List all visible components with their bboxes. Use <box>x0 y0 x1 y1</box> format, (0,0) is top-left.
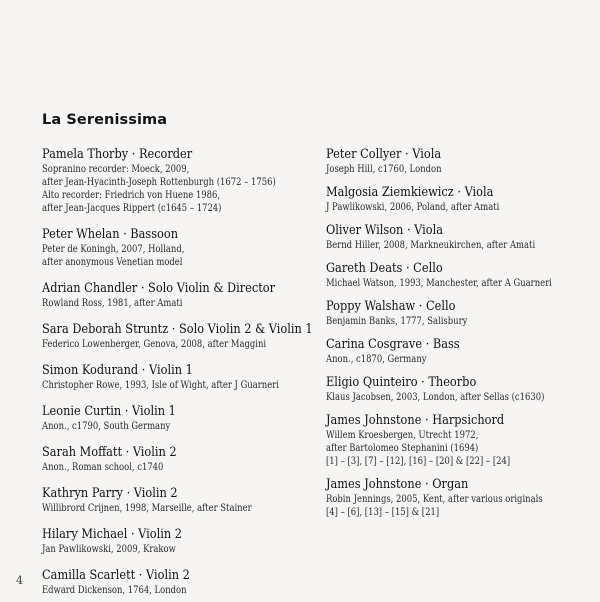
musician-name: Simon Kodurand · Violin 1 <box>42 363 193 378</box>
musician-name: James Johnstone · Harpsichord <box>326 413 505 428</box>
musician-entry <box>326 374 596 404</box>
musician-name: Oliver Wilson · Viola <box>326 223 444 238</box>
page-number: 4 <box>16 574 23 587</box>
track-list: [4] – [6], [13] – [15] & [21] <box>326 507 440 518</box>
musician-entry <box>42 280 314 310</box>
instrument-detail: Joseph Hill, c1760, London <box>326 164 442 175</box>
musician-name: Carina Cosgrave · Bass <box>326 337 460 352</box>
instrument-detail: Christopher Rowe, 1993, Isle of Wight, after J Guarneri <box>42 380 279 391</box>
musician-name: Sara Deborah Struntz · Solo Violin 2 & Violin 1 <box>42 322 313 337</box>
instrument-detail: Peter de Koningh, 2007, Holland, <box>42 244 185 255</box>
musician-entry <box>326 146 596 176</box>
instrument-detail: Rowland Ross, 1981, after Amati <box>42 298 183 309</box>
musician-name: Sarah Moffatt · Violin 2 <box>42 445 177 460</box>
musician-entry <box>326 260 596 290</box>
musician-entry <box>42 567 314 597</box>
musician-name: James Johnstone · Organ <box>326 477 469 492</box>
musician-entry <box>326 476 596 519</box>
instrument-detail: after anonymous Venetian model <box>42 257 183 268</box>
instrument-detail: Michael Watson, 1993, Manchester, after A Guarneri <box>326 278 552 289</box>
instrument-detail: J Pawlikowski, 2006, Poland, after Amati <box>326 202 500 213</box>
musician-entry <box>326 336 596 366</box>
instrument-detail: Klaus Jacobsen, 2003, London, after Sellas (c1630) <box>326 392 545 403</box>
musician-entry <box>42 321 314 351</box>
track-list: [1] – [3], [7] – [12], [16] – [20] & [22] – [24] <box>326 456 511 467</box>
musician-entry <box>42 362 314 392</box>
instrument-detail: Robin Jennings, 2005, Kent, after various originals <box>326 494 543 505</box>
musician-entry <box>42 403 314 433</box>
musician-name: Adrian Chandler · Solo Violin & Director <box>42 281 276 296</box>
musician-entry <box>326 298 596 328</box>
musician-name: Hilary Michael · Violin 2 <box>42 527 182 542</box>
musician-entry <box>326 412 596 468</box>
musician-name: Gareth Deats · Cello <box>326 261 443 276</box>
musician-name: Kathryn Parry · Violin 2 <box>42 486 178 501</box>
instrument-detail: Federico Lowenberger, Genova, 2008, after Maggini <box>42 339 267 350</box>
instrument-detail: after Bartolomeo Stephanini (1694) <box>326 443 479 454</box>
instrument-detail: Anon., Roman school, c1740 <box>42 462 164 473</box>
musician-entry <box>42 444 314 474</box>
instrument-detail: Benjamin Banks, 1777, Salisbury <box>326 316 468 327</box>
musician-name: Pamela Thorby · Recorder <box>42 147 193 162</box>
instrument-detail: Anon., c1870, Germany <box>326 354 427 365</box>
musician-entry <box>42 146 314 215</box>
musician-entry <box>326 184 596 214</box>
instrument-detail: after Jean-Hyacinth-Joseph Rottenburgh (1672 – 1756) <box>42 177 276 188</box>
page-heading: La Serenissima <box>42 112 168 128</box>
musician-name: Leonie Curtin · Violin 1 <box>42 404 176 419</box>
instrument-detail: Sopranino recorder: Moeck, 2009, <box>42 164 190 175</box>
instrument-detail: Edward Dickenson, 1764, London <box>42 585 187 596</box>
musician-entry <box>42 485 314 515</box>
instrument-detail: Alto recorder: Friedrich von Huene 1986, <box>42 190 221 201</box>
musician-entry <box>326 222 596 252</box>
musician-name: Peter Collyer · Viola <box>326 147 442 162</box>
musician-name: Poppy Walshaw · Cello <box>326 299 456 314</box>
instrument-detail: Jan Pawlikowski, 2009, Krakow <box>42 544 176 555</box>
left-column <box>42 146 314 597</box>
instrument-detail: Anon., c1790, South Germany <box>42 421 171 432</box>
musician-entry <box>42 526 314 556</box>
musician-entry <box>42 226 314 269</box>
musician-name: Peter Whelan · Bassoon <box>42 227 179 242</box>
musician-name: Eligio Quinteiro · Theorbo <box>326 375 477 390</box>
right-column <box>326 146 596 519</box>
instrument-detail: Bernd Hiller, 2008, Markneukirchen, after Amati <box>326 240 536 251</box>
instrument-detail: Willibrord Crijnen, 1998, Marseille, after Stainer <box>42 503 252 514</box>
musician-name: Camilla Scarlett · Violin 2 <box>42 568 190 583</box>
instrument-detail: Willem Kroesbergen, Utrecht 1972, <box>326 430 479 441</box>
musician-name: Malgosia Ziemkiewicz · Viola <box>326 185 494 200</box>
instrument-detail: after Jean-Jacques Rippert (c1645 – 1724) <box>42 203 222 214</box>
